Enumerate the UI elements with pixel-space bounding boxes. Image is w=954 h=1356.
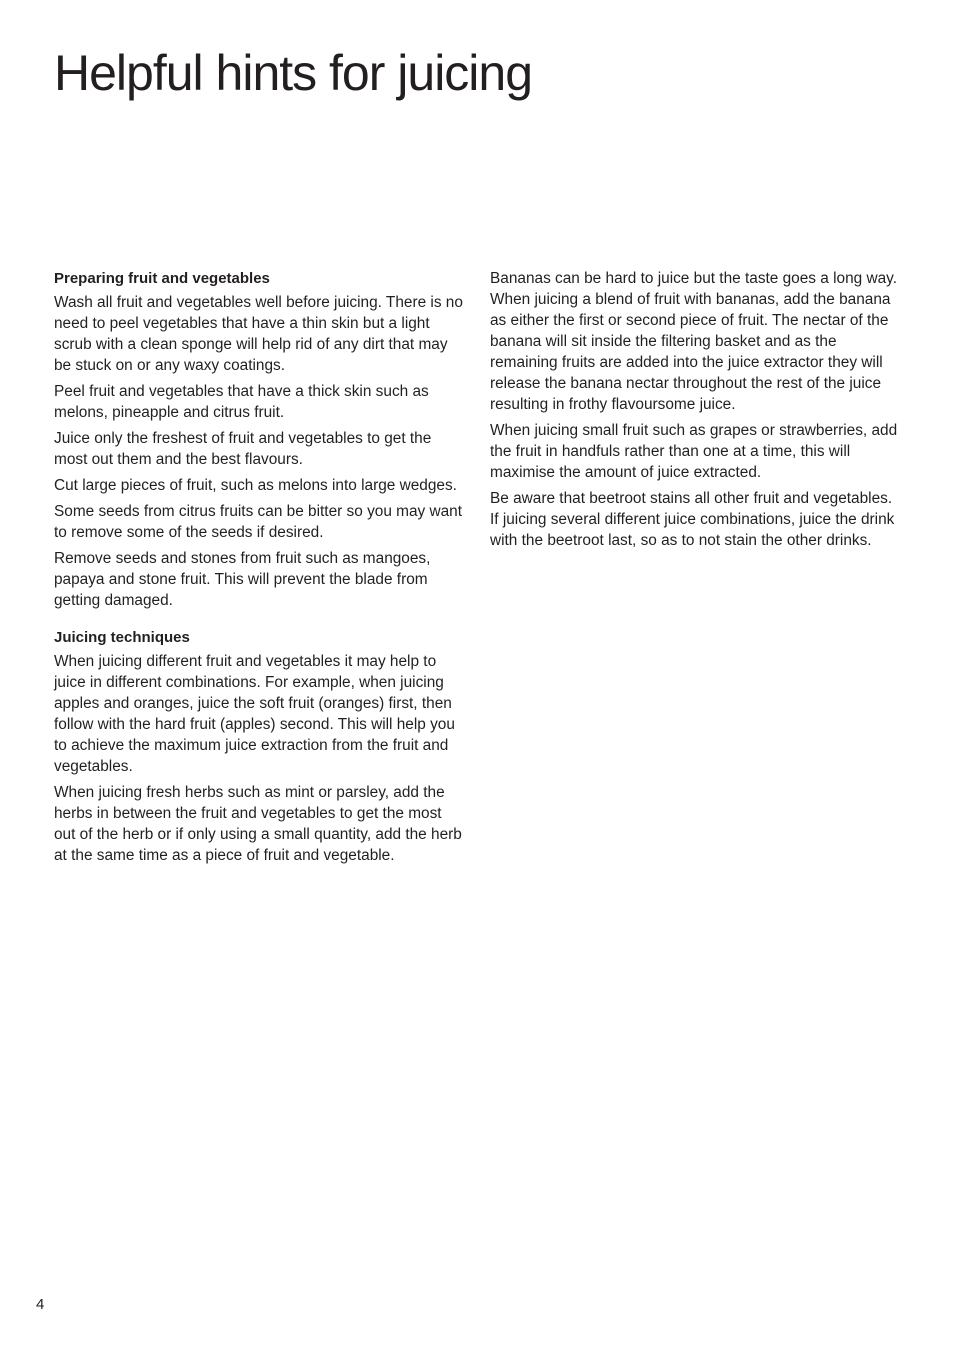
section-heading-preparing: Preparing fruit and vegetables <box>54 270 270 287</box>
paragraph-freshest: Juice only the freshest of fruit and vegetables to get the most out them and the best flavours. <box>54 430 432 468</box>
page-title: Helpful hints for juicing <box>54 45 533 101</box>
left-column <box>54 268 464 871</box>
paragraph-cut: Cut large pieces of fruit, such as melons into large wedges. <box>54 477 457 494</box>
section-techniques <box>54 627 464 866</box>
paragraph-herbs: When juicing fresh herbs such as mint or parsley, add the herbs in between the fruit and vegetables to get the most out of the herb or if only using a small quantity, add the herb at the same time as a piece of fruit and vegetable. <box>54 784 462 864</box>
paragraph-seeds: Some seeds from citrus fruits can be bitter so you may want to remove some of the seeds if desired. <box>54 503 463 541</box>
paragraph-wash: Wash all fruit and vegetables well before juicing. There is no need to peel vegetables that have a thin skin but a light scrub with a clean sponge will help rid of any dirt that may be stuck on or any waxy coatings. <box>54 294 463 374</box>
paragraph-combinations: When juicing different fruit and vegetables it may help to juice in different combinations. For example, when juicing apples and oranges, juice the soft fruit (oranges) first, then follow with the hard fruit (apples) second. This will help you to achieve the maximum juice extraction from the fruit and vegetables. <box>54 653 455 775</box>
page-number: 4 <box>36 1296 45 1313</box>
paragraph-peel: Peel fruit and vegetables that have a thick skin such as melons, pineapple and citrus fruit. <box>54 383 429 421</box>
paragraph-small-fruit: When juicing small fruit such as grapes or strawberries, add the fruit in handfuls rather than one at a time, this will maximise the amount of juice extracted. <box>490 422 898 481</box>
paragraph-stones: Remove seeds and stones from fruit such as mangoes, papaya and stone fruit. This will prevent the blade from getting damaged. <box>54 550 431 609</box>
paragraph-bananas: Bananas can be hard to juice but the taste goes a long way. When juicing a blend of fruit with bananas, add the banana as either the first or second piece of fruit. The nectar of the banana will sit inside the filtering basket and as the remaining fruits are added into the juice extractor they will release the banana nectar throughout the rest of the juice resulting in frothy flavoursome juice. <box>490 270 897 413</box>
section-heading-techniques: Juicing techniques <box>54 629 190 646</box>
section-preparing <box>54 268 464 611</box>
paragraph-beetroot: Be aware that beetroot stains all other fruit and vegetables. If juicing several different juice combinations, juice the drink with the beetroot last, so as to not stain the other drinks. <box>490 490 895 549</box>
right-column <box>490 268 900 556</box>
